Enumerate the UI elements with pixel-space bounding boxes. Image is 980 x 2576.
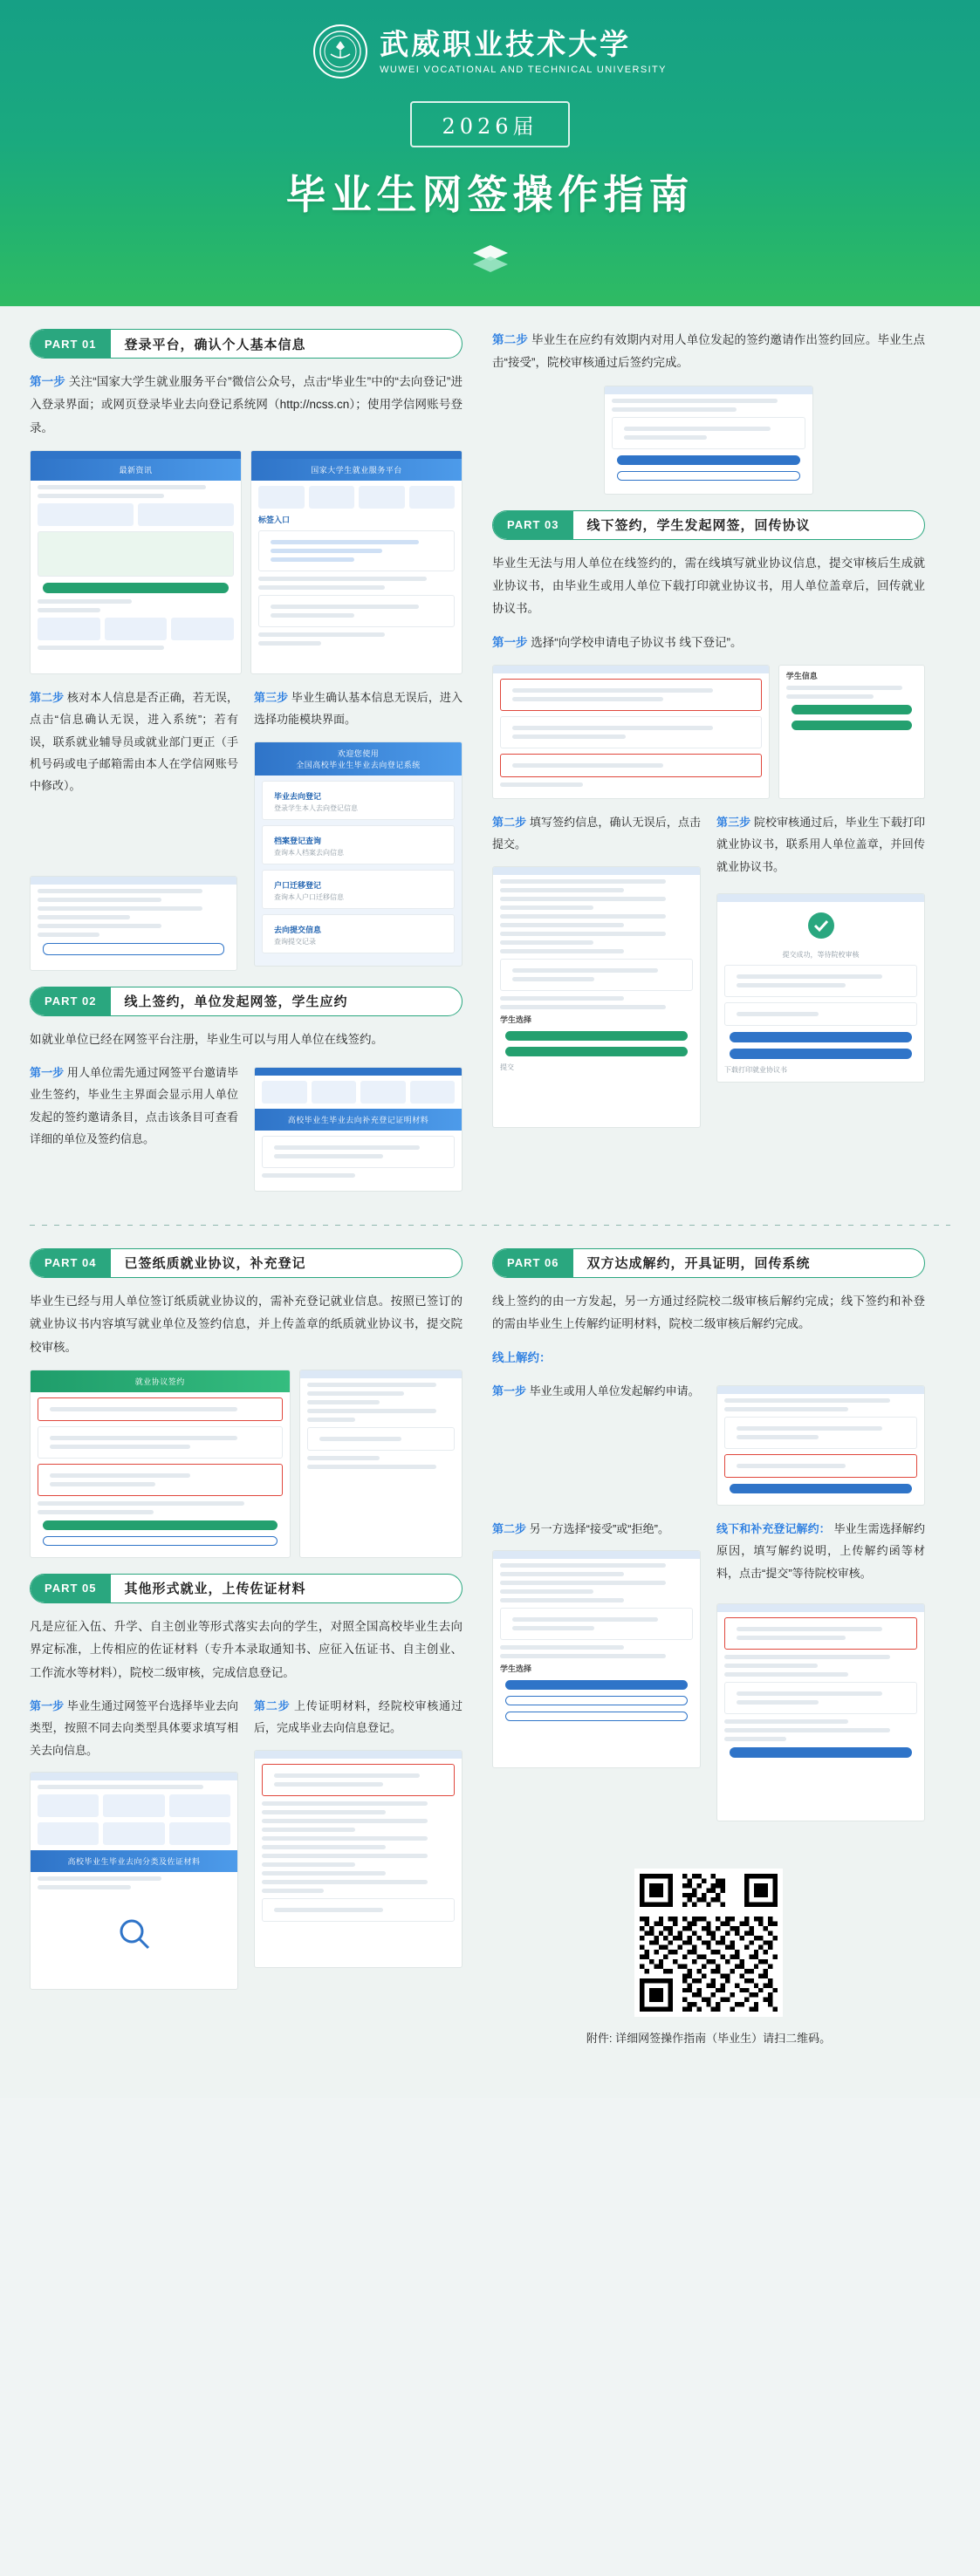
search-icon [115, 1915, 154, 1953]
part3-intro: 毕业生无法与用人单位在线签约的，需在线填写就业协议信息，提交审核后生成就业协议书，由毕业生或用人单位下载打印就业协议书，用人单位盖章后，回传就业协议书。 [492, 556, 925, 616]
qr-caption: 附件: 详细网签操作指南（毕业生）请扫二维码。 [586, 2031, 832, 2045]
screenshot-upload-proof-materials [254, 1750, 463, 1968]
part1-step2-text: 核对本人信息是否正确，若无误，点击“信息确认无误，进入系统”；若有误，联系就业辅导员或就业部门更正（手机号码或电子邮箱需由本人在学信网账号中修改）。 [30, 690, 238, 793]
part3-step2-paragraph [492, 811, 701, 856]
part5-step1-paragraph [30, 1695, 238, 1761]
part-title: 已签纸质就业协议，补充登记 [124, 1256, 306, 1272]
online-termination-label: 线上解约： [492, 1350, 552, 1364]
success-check-icon [806, 911, 836, 940]
university-name-cn: 武威职业技术大学 [380, 27, 632, 62]
part6-offline-paragraph [716, 1518, 925, 1584]
part-tag: PART 05 [31, 1575, 111, 1602]
part6-step2-block [492, 1518, 925, 1834]
part2-step2-paragraph [492, 329, 925, 375]
top-columns [30, 329, 950, 1204]
step-label-2: 第二步 [30, 690, 65, 704]
step-label-1: 第一步 [492, 635, 528, 649]
part5-step2-paragraph [254, 1695, 463, 1739]
stack-layers-icon [0, 243, 980, 277]
screenshot-wechat-official-account: 最新资讯 [30, 450, 242, 674]
screenshot-initiate-termination [716, 1385, 925, 1506]
part-header-02 [30, 987, 463, 1016]
part2-step1-paragraph [30, 1062, 238, 1150]
step-label-3: 第三步 [716, 815, 751, 829]
step-label-2: 第二步 [492, 1521, 527, 1535]
step-label-2: 第二步 [492, 333, 529, 346]
part5-step1-text: 毕业生通过网签平台选择毕业去向类型，按照不同去向类型具体要求填写相关去向信息。 [30, 1698, 238, 1757]
part-tag: PART 02 [31, 987, 111, 1015]
part6-step1-text: 毕业生或用人单位发起解约申请。 [529, 1384, 700, 1397]
step-label-1: 第一步 [30, 1065, 65, 1079]
university-name-en: WUWEI VOCATIONAL AND TECHNICAL UNIVERSITY [380, 64, 667, 75]
part4-intro: 毕业生已经与用人单位签订纸质就业协议的，需补充登记就业信息。按照已签订的就业协议书内容填写就业单位及签约信息，并上传盖章的纸质就业协议书，提交院校审核。 [30, 1294, 463, 1354]
poster-header [0, 0, 980, 306]
step-label-1: 第一步 [492, 1384, 527, 1397]
part-header-06 [492, 1248, 925, 1278]
screenshot-accept-or-reject-termination: 学生选择 [492, 1550, 701, 1768]
poster-content [0, 306, 980, 2098]
part5-step2-text: 上传证明材料，经院校审核通过后，完成毕业去向信息登记。 [254, 1698, 463, 1735]
part6-online-label [492, 1347, 925, 1370]
offline-termination-label: 线下和补充登记解约： [716, 1521, 831, 1535]
screenshot-national-employment-platform: 国家大学生就业服务平台 标签入口 [250, 450, 463, 674]
part-title: 线下签约，学生发起网签，回传协议 [586, 518, 811, 534]
part4-screenshots [30, 1370, 463, 1558]
screenshot-download-print-agreement: 提交成功，等待院校审核 下载打印就业协议书 [716, 893, 925, 1083]
part-header-01 [30, 329, 463, 359]
university-identity [0, 24, 980, 79]
step-label-2: 第二步 [492, 815, 527, 829]
column-right-bottom [492, 1248, 925, 2046]
part2-step1-text: 用人单位需先通过网签平台邀请毕业生签约，毕业生主界面会显示用人单位发起的签约邀请条目，点击该条目可查看详细的单位及签约信息。 [30, 1065, 238, 1145]
part2-step2-text: 毕业生在应约有效期内对用人单位发起的签约邀请作出签约回应。毕业生点击“接受”，院校审核通过后签约完成。 [492, 333, 926, 370]
part3-step1-text: 选择“向学校申请电子协议书 线下登记”。 [531, 635, 743, 649]
part1-screenshot-row [30, 450, 463, 674]
part6-intro: 线上签约的由一方发起，另一方通过经院校二级审核后解约完成；线下签约和补登的需由毕业生上传解约证明材料，院校二级审核后解约完成。 [492, 1294, 925, 1331]
part-header-04 [30, 1248, 463, 1278]
part-header-05 [30, 1574, 463, 1603]
screenshot-apply-electronic-agreement [492, 665, 770, 799]
university-logo-icon [313, 24, 367, 79]
part-tag: PART 06 [493, 1249, 573, 1277]
bottom-columns [30, 1248, 950, 2046]
part3-steps-2-3 [492, 811, 925, 1140]
column-left-bottom [30, 1248, 463, 2002]
university-name-block [380, 28, 667, 75]
part-title: 线上签约，单位发起网签，学生应约 [124, 994, 348, 1010]
screenshot-paper-agreement-supplement: 就业协议签约 [30, 1370, 291, 1558]
part1-step2-paragraph [30, 687, 238, 797]
part-title: 登录平台，确认个人基本信息 [124, 337, 306, 352]
screenshot-select-destination-type: 高校毕业生毕业去向分类及佐证材料 [30, 1772, 238, 1990]
part3-step2-text: 填写签约信息，确认无误后，点击提交。 [492, 815, 701, 851]
qr-section [492, 1869, 925, 2046]
part-tag: PART 04 [31, 1249, 111, 1277]
screenshot-fill-signing-info-form: 学生选择 提交 [492, 866, 701, 1128]
step-label-1: 第一步 [30, 375, 65, 388]
part1-step3-paragraph [254, 687, 463, 731]
screenshot-accept-signing-invitation [604, 386, 813, 495]
qr-code[interactable] [634, 1869, 783, 2017]
column-right-top [492, 329, 925, 1140]
part5-steps [30, 1695, 463, 2002]
page-title: 毕业生网签操作指南 [285, 171, 695, 218]
part3-step3-paragraph [716, 811, 925, 878]
part2-intro: 如就业单位已经在网签平台注册，毕业生可以与用人单位在线签约。 [30, 1032, 383, 1046]
part6-step2-paragraph [492, 1518, 701, 1540]
step-label-3: 第三步 [254, 690, 289, 704]
part1-step1-paragraph [30, 371, 463, 440]
part3-step1-paragraph [492, 632, 925, 654]
part1-step3-text: 毕业生确认基本信息无误后，进入选择功能模块界面。 [254, 690, 463, 727]
step-label-2: 第二步 [254, 1698, 291, 1712]
part6-step2-text: 另一方选择“接受”或“拒绝”。 [529, 1521, 669, 1535]
screenshot-employer-invitation: 高校毕业生毕业去向补充登记证明材料 [254, 1067, 463, 1192]
part-title: 双方达成解约，开具证明，回传系统 [586, 1256, 811, 1272]
footer-space [30, 2046, 950, 2072]
year-badge: 2026届 [410, 101, 569, 147]
part1-step1-text: 关注“国家大学生就业服务平台”微信公众号，点击“毕业生”中的“去向登记”进入登录界面；或网页登录毕业去向登记系统网（http://ncss.cn）；使用学信网账号登录。 [30, 375, 463, 434]
part6-offline-text: 毕业生需选择解约原因，填写解约说明，上传解约函等材料，点击“提交”等待院校审核。 [716, 1521, 925, 1580]
part3-step1-screenshots [492, 665, 925, 799]
part2-step1-block [30, 1062, 463, 1204]
part5-intro: 凡是应征入伍、升学、自主创业等形式落实去向的学生，对照全国高校毕业生去向界定标准，上传相应的佐证材料（专升本录取通知书、应征入伍证书、自主创业、工作流水等材料），院校二级审核，完成信息登记。 [30, 1619, 463, 1679]
part6-step1-paragraph [492, 1380, 701, 1402]
part3-step3-text: 院校审核通过后，毕业生下载打印就业协议书，联系用人单位盖章，并回传就业协议书。 [716, 815, 925, 873]
part-tag: PART 01 [31, 330, 111, 358]
part1-steps-2-3 [30, 687, 463, 979]
part-title: 其他形式就业，上传佐证材料 [124, 1582, 306, 1597]
screenshot-student-choice-dialog: 学生信息 [778, 665, 925, 799]
part-header-03 [492, 510, 925, 540]
screenshot-upload-agreement-form [299, 1370, 463, 1558]
screenshot-function-modules: 欢迎您使用 全国高校毕业生毕业去向登记系统 毕业去向登记 登录学生本人去向登记信息 档案登记查询 查询本人档案去向信息 户口迁移登记 查询本人户口迁移信息 去向提交信息 查询提交记录 [254, 741, 463, 967]
part-tag: PART 03 [493, 511, 573, 539]
screenshot-offline-termination-form [716, 1603, 925, 1821]
column-left-top [30, 329, 463, 1204]
section-divider [30, 1225, 950, 1226]
step-label-1: 第一步 [30, 1698, 65, 1712]
part6-step1-block [492, 1380, 925, 1518]
